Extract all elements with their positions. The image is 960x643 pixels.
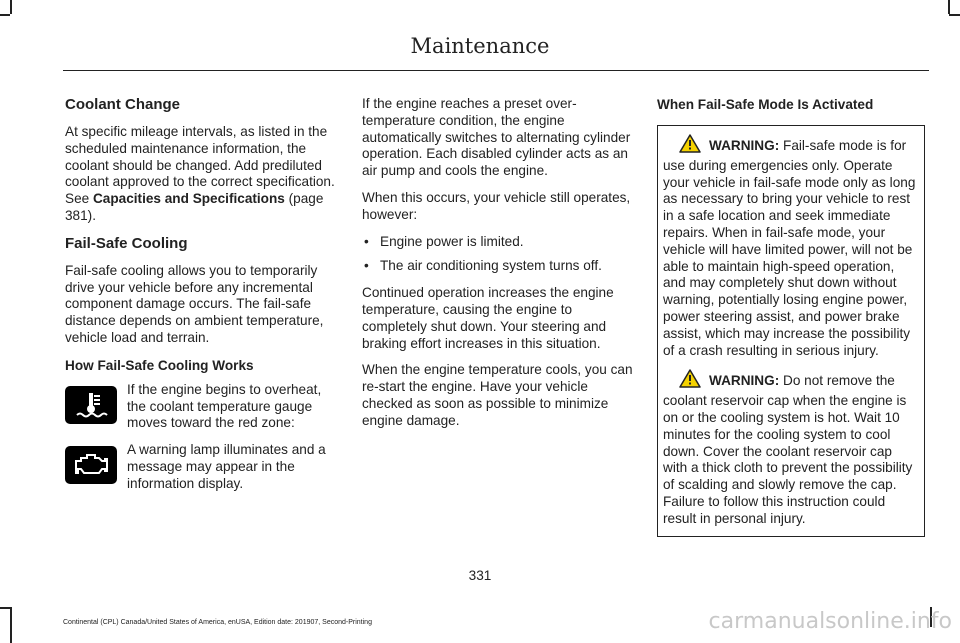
col2-paragraph-4: When the engine temperature cools, you can re-start the engine. Have your vehicle checked as soon as possible to minimize engine damage. xyxy=(362,362,633,428)
engine-check-icon xyxy=(65,446,117,484)
warning-1: WARNING: Fail-safe mode is for use during emergencies only. Operate your vehicle in fail-safe mode only as long as necessary to bring your vehicle to rest in a safe location and seek immediate repairs. When in fail-safe mode, your vehicle will have limited power, will not be able to maintain high-speed operation, and may completely shut down without warning, potentially losing engine power, power steering assist, and power brake assist, which may increase the possibility of a crash resulting in serious injury. xyxy=(663,134,918,359)
crop-mark xyxy=(949,14,960,16)
warning-label: WARNING: xyxy=(709,138,780,153)
fail-safe-cooling-heading: Fail-Safe Cooling xyxy=(65,234,188,252)
fail-safe-activated-heading: When Fail-Safe Mode Is Activated xyxy=(657,97,874,112)
col2-paragraph-1: If the engine reaches a preset over-temperature condition, the engine automatically switches to alternating cylinder operation. Each disabled cylinder acts as an air pump and cools the engine. xyxy=(362,96,631,179)
footer-edition: Continental (CPL) Canada/United States of America, enUSA, Edition date: 201907, Second-Printing xyxy=(63,619,372,626)
crop-mark xyxy=(948,0,950,14)
col2-paragraph-2: When this occurs, your vehicle still operates, however: xyxy=(362,189,631,222)
warning-triangle-icon xyxy=(679,134,701,158)
crop-mark xyxy=(10,0,12,14)
capacities-link[interactable]: Capacities and Specifications xyxy=(92,191,285,207)
col2-paragraph-3: Continued operation increases the engine temperature, causing the engine to completely shut down. Your steering and braking effort increases in this situation. xyxy=(362,285,614,351)
crop-mark xyxy=(10,607,12,643)
header-rule xyxy=(63,70,929,71)
warning-label: WARNING: xyxy=(709,373,780,389)
column-1 xyxy=(65,96,339,503)
warning-2: WARNING: Do not remove the coolant reservoir cap when the engine is on or the cooling system is hot. Wait 10 minutes for the cooling system to cool down. Cover the coolant reservoir cap with a thick cloth to prevent the possibility of scalding and slowly remove the cap. Failure to follow this instruction could result in personal injury. xyxy=(663,369,918,527)
icon-row-engine xyxy=(65,442,339,492)
fail-safe-cooling-text: Fail-safe cooling allows you to temporarily drive your vehicle before any incremental component damage occurs. The fail-safe distance depends on ambient temperature, vehicle load and terrain. xyxy=(65,262,324,345)
warning-triangle-icon xyxy=(679,369,701,393)
warning-box xyxy=(657,125,925,537)
how-fail-safe-works-heading: How Fail-Safe Cooling Works xyxy=(65,357,254,373)
list-item: • Engine power is limited. xyxy=(362,234,634,251)
icon-row-engine-text: A warning lamp illuminates and a message may appear in the information display. xyxy=(127,442,326,491)
crop-mark xyxy=(0,14,10,16)
coolant-change-text: At specific mileage intervals, as listed in the scheduled maintenance information, the coolant should be changed. Add prediluted coolant approved to the correct specification. See Capacities and Specifications (page 381). xyxy=(65,124,335,223)
page-title: Maintenance xyxy=(410,34,550,58)
coolant-change-heading: Coolant Change xyxy=(65,96,180,113)
page-number: 331 xyxy=(468,568,492,583)
column-2 xyxy=(362,96,634,440)
crop-mark xyxy=(0,607,10,609)
coolant-temperature-icon xyxy=(65,386,117,424)
column-3 xyxy=(657,96,925,537)
list-item: • The air conditioning system turns off. xyxy=(362,258,634,275)
bullet-list xyxy=(362,234,634,276)
icon-row-coolant xyxy=(65,382,339,432)
icon-row-coolant-text: If the engine begins to overheat, the coolant temperature gauge moves toward the red zone: xyxy=(127,381,322,431)
watermark: carmanualsonline.info xyxy=(708,609,952,634)
